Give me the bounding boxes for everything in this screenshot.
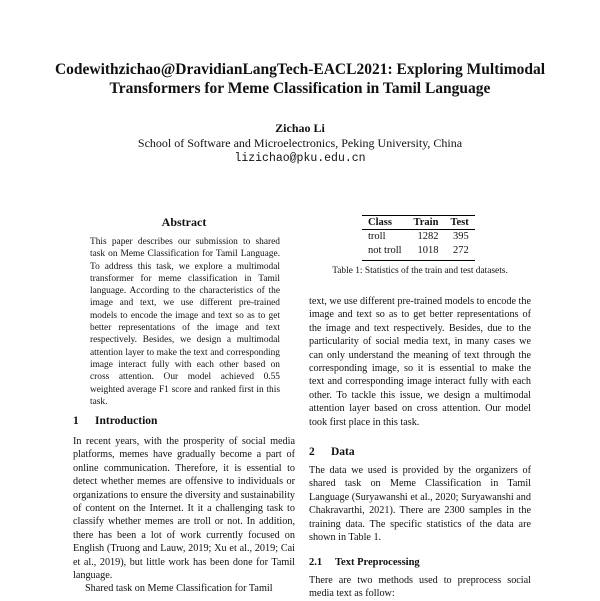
author-name: Zichao Li <box>275 121 325 135</box>
section-title: Introduction <box>95 415 158 427</box>
author-block <box>0 121 600 166</box>
text-preprocessing-paragraph: There are two methods used to preprocess social media text as follow: <box>309 575 531 600</box>
table-cell: 1018 <box>408 244 445 261</box>
intro-paragraph-2-continued: text, we use different pre-trained models to encode the image and text so as to get better representations of the image and text respectively. Besides, due to the particularity of social media text, in many cases we can only understand the meaning of text through the corresponding image, so it is essential to make the text and corresponding image interact fully with each other. To tackle this issue, we design a multimodal attention layer based on cross attention. Our model took first place in this task. <box>309 296 531 428</box>
table-cell: troll <box>368 231 386 242</box>
author-affiliation: School of Software and Microelectronics, Peking University, China <box>137 136 463 150</box>
author-email: lizichao@pku.edu.cn <box>234 152 366 165</box>
table-header-train: Train <box>408 216 445 230</box>
table-row <box>362 244 475 261</box>
section-number: 2 <box>309 446 315 458</box>
table-row <box>362 230 475 245</box>
subsection-number: 2.1 <box>309 557 323 568</box>
table-header-row <box>362 216 475 230</box>
data-paragraph: The data we used is provided by the organizers of shared task on Meme Classification in Tamil Language (Suryawanshi et al., 2020; Suryawanshi and Chakravarthi, 2021). There are 2300 samples in the training data. The specific statistics of the data are shown in Table 1. <box>309 465 531 544</box>
statistics-table <box>362 215 475 261</box>
table-cell: 272 <box>444 244 474 261</box>
title-line-2: Transformers for Meme Classification in Tamil Language <box>109 80 491 97</box>
table-header-class: Class <box>362 216 408 230</box>
title-line-1: Codewithzichao@DravidianLangTech-EACL2021: Exploring Multimodal <box>54 61 546 78</box>
abstract-text: This paper describes our submission to shared task on Meme Classification for Tamil Language. To address this task, we explore a multimodal transformer for meme classification in Tamil language. According to the characteristics of the image and text, we use different pre-trained models to encode the image and text so as to get better representations of the image and text respectively. Besides, we design a multimodal attention layer to make the text and corresponding image interact fully with each other based on cross attention. Our model achieved 0.55 weighted average F1 score and ranked first in this task. <box>90 237 280 407</box>
table-header-test: Test <box>444 216 474 230</box>
section-heading-data <box>309 445 355 459</box>
paper-title <box>40 60 560 98</box>
table-caption: Table 1: Statistics of the train and test datasets. <box>332 266 508 276</box>
table-cell: 395 <box>453 231 469 242</box>
table-cell: 1282 <box>417 231 439 242</box>
subsection-heading-text-preprocessing <box>309 556 420 570</box>
abstract-heading: Abstract <box>161 215 207 229</box>
table-cell: not troll <box>362 244 408 261</box>
section-number: 1 <box>73 415 79 427</box>
section-heading-introduction <box>73 414 157 428</box>
section-title: Data <box>331 446 355 458</box>
intro-paragraph-2: Shared task on Meme Classification for Tamil <box>85 583 273 594</box>
intro-paragraph-1: In recent years, with the prosperity of social media platforms, memes have gradually become a part of online communication. Therefore, it is essential to detect whether memes are offensive to individuals or organizations to ensure the diversity and sustainability of content on the Internet. It it a challenging task to classify whether memes are troll or not. In addition, there has been a lot of work currently focused on English (Truong and Lauw, 2019; Xu et al., 2019; Cai et al., 2019), but little work has been done for Tamil language. <box>73 436 295 582</box>
subsection-title: Text Preprocessing <box>335 557 420 568</box>
